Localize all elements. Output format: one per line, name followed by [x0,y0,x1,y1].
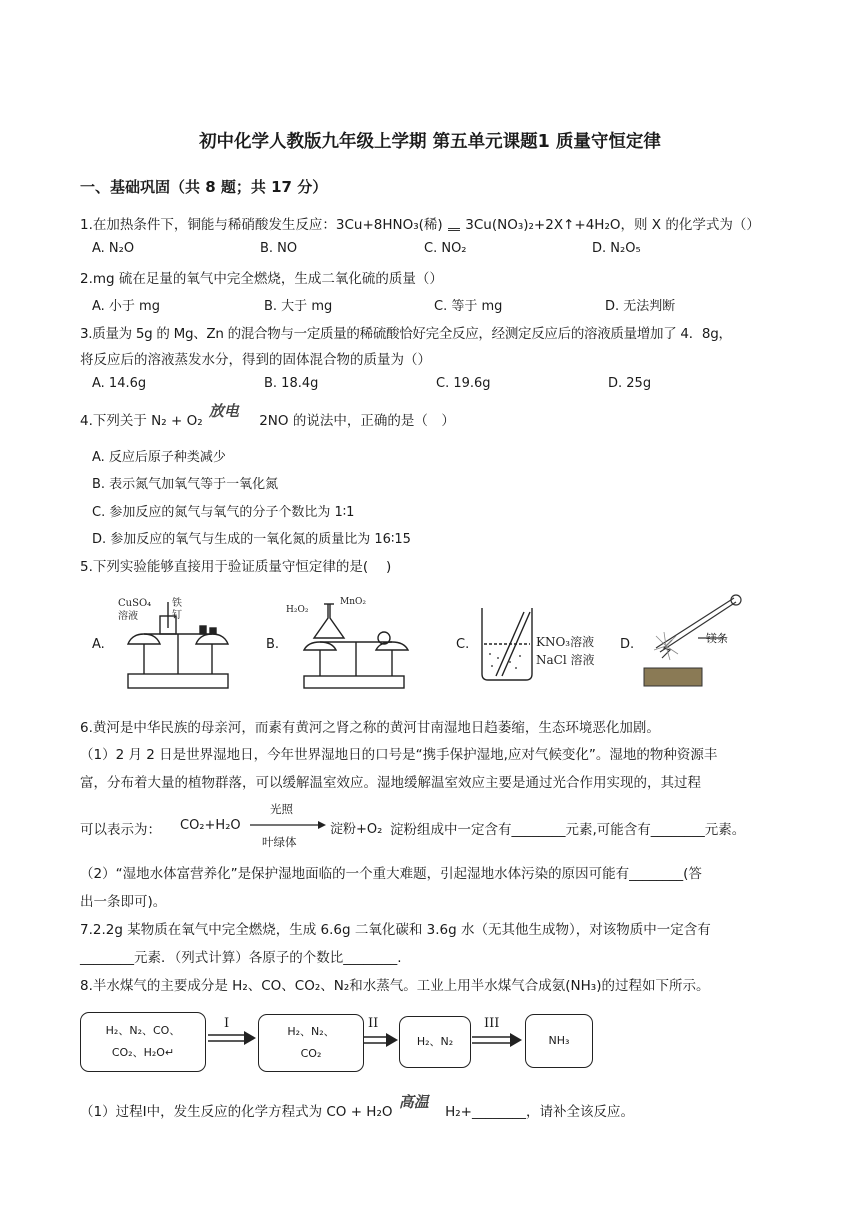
q2-option-d: D. 无法判断 [605,299,676,314]
question-8-part1 [80,1093,634,1120]
flow-box-1 [80,1012,206,1072]
fig-b-label-h2o2: H₂O₂ [286,605,309,615]
question-6-part2-line1: （2）“湿地水体富营养化”是保护湿地面临的一个重大难题，引起湿地水体污染的原因可能有________(答 [80,866,702,882]
question-6-part1-line2: 富，分布着大量的植物群落，可以缓解温室效应。湿地缓解温室效应主要是通过光合作用实现的，其过程 [80,775,701,791]
photosynthesis-arrow-icon [248,818,328,832]
flow-box-3: H₂、N₂ [399,1016,471,1068]
flow-box-2-line2: CO₂ [300,1047,322,1060]
flow-arrow-2-icon [362,1032,400,1048]
question-4 [80,402,455,429]
question-7-line2: ________元素．（列式计算）各原子的个数比________. [80,950,402,966]
q1-option-c: C. NO₂ [424,241,467,256]
q1-text-post: 3Cu(NO₃)₂+2X↑+4H₂O，则 X 的化学式为（） [465,217,760,233]
fig-b-label-mno2: MnO₂ [340,597,366,607]
question-6-part1-line3-pre: 可以表示为： [80,822,161,838]
question-5: 5.下列实验能够直接用于验证质量守恒定律的是( ) [80,559,392,575]
q1-text-pre: 1.在加热条件下，铜能与稀硝酸发生反应：3Cu+8HNO₃(稀) [80,217,443,233]
q3-option-c: C. 19.6g [436,376,491,391]
question-1 [80,213,760,233]
question-3-line-1: 3.质量为 5g 的 Mg、Zn 的混合物与一定质量的稀硫酸恰好完全反应，经测定反应后的溶液质量增加了 4．8g， [80,326,732,342]
heat-condition-icon [447,217,461,231]
q3-option-d: D. 25g [608,376,652,391]
q2-option-c: C. 等于 mg [434,299,503,314]
q1-option-a: A. N₂O [92,241,135,256]
q8-part1-pre: （1）过程Ⅰ中，发生反应的化学方程式为 CO + H₂O [80,1104,393,1120]
photosynthesis-reactants: CO₂+H₂O [180,818,241,833]
photosynthesis-products: 淀粉+O₂ [330,822,383,837]
q4-option-c: C. 参加反应的氮气与氧气的分子个数比为 1∶1 [92,505,355,520]
question-2: 2.mg 硫在足量的氧气中完全燃烧，生成二氧化硫的质量（） [80,271,443,287]
q8-part1-post: H₂+________，请补全该反应。 [445,1104,634,1120]
fig-a-label-iron: 铁 [172,598,182,609]
flow-box-2 [258,1014,364,1072]
photosynthesis-condition-light: 光照 [270,802,293,816]
q5-label-b: B. [266,637,280,652]
q4-condition: 放电 [208,402,239,420]
fig-c-label-nacl: NaCl 溶液 [536,653,595,667]
discharge-arrow [207,402,255,427]
flow-step-1: I [224,1016,230,1031]
q5-label-c: C. [456,637,470,652]
q5-label-a: A. [92,637,105,652]
q2-option-b: B. 大于 mg [264,299,333,314]
beaker-figure-c [476,604,626,684]
balance-figure-b [284,594,420,694]
page-title: 初中化学人教版九年级上学期 第五单元课题1 质量守恒定律 [199,132,661,152]
q4-text-post: 2NO 的说法中，正确的是（ ） [259,413,455,429]
q1-option-b: B. NO [260,241,298,256]
flow-step-3: III [484,1016,500,1031]
q4-option-d: D. 参加反应的氧气与生成的一氧化氮的质量比为 16∶15 [92,532,411,547]
flow-box-1-line1: H₂、N₂、CO、 [105,1024,181,1037]
question-6-part1-line1: （1）2 月 2 日是世界湿地日，今年世界湿地日的口号是“携手保护湿地,应对气候变化”。湿地的物种资源丰 [80,747,718,763]
flow-box-4: NH₃ [525,1014,593,1068]
q3-option-a: A. 14.6g [92,376,147,391]
q8-condition: 高温 [398,1093,429,1111]
flow-arrow-1-icon [206,1030,258,1046]
q4-option-a: A. 反应后原子种类减少 [92,450,226,465]
photosynthesis-condition-chlorophyll: 叶绿体 [262,835,297,849]
question-3-line-2: 将反应后的溶液蒸发水分，得到的固体混合物的质量为（） [80,352,431,368]
flow-box-1-line2: CO₂、H₂O↵ [111,1046,175,1059]
question-7-line1: 7.2.2g 某物质在氧气中完全燃烧，生成 6.6g 二氧化碳和 3.6g 水（无其他生成物），对该物质中一定含有 [80,922,711,938]
flow-step-2: II [368,1016,379,1031]
question-6-intro: 6.黄河是中华民族的母亲河，而素有黄河之肾之称的黄河甘南湿地日趋萎缩，生态环境恶化加剧。 [80,720,660,736]
fig-a-label-cuso4: CuSO₄ [118,598,152,609]
fig-a-label-solution: 溶液 [118,611,138,622]
section-heading: 一、基础巩固（共 8 题；共 17 分） [80,178,328,196]
question-6-part2-line2: 出一条即可)。 [80,894,167,910]
high-temperature-arrow [397,1093,441,1118]
fig-c-label-kno3: KNO₃溶液 [536,635,595,649]
flow-arrow-3-icon [470,1032,524,1048]
q4-option-b: B. 表示氮气加氧气等于一氧化氮 [92,477,279,492]
q1-option-d: D. N₂O₅ [592,241,641,256]
q3-option-b: B. 18.4g [264,376,319,391]
question-8-intro: 8.半水煤气的主要成分是 H₂、CO、CO₂、N₂和水蒸气。工业上用半水煤气合成氨(NH₃)的过程如下所示。 [80,978,710,994]
flow-box-2-line1: H₂、N₂、 [287,1025,335,1038]
balance-figure-a [108,594,244,694]
q5-label-d: D. [620,637,635,652]
magnesium-figure-d [636,592,754,696]
q2-option-a: A. 小于 mg [92,299,160,314]
fig-a-label-nail: 钉 [172,610,182,621]
q4-text-pre: 4.下列关于 N₂ + O₂ [80,413,203,429]
fig-d-label-mg: 镁条 [706,632,728,645]
question-6-part1-line3-post: 淀粉组成中一定含有________元素,可能含有________元素。 [390,822,746,838]
